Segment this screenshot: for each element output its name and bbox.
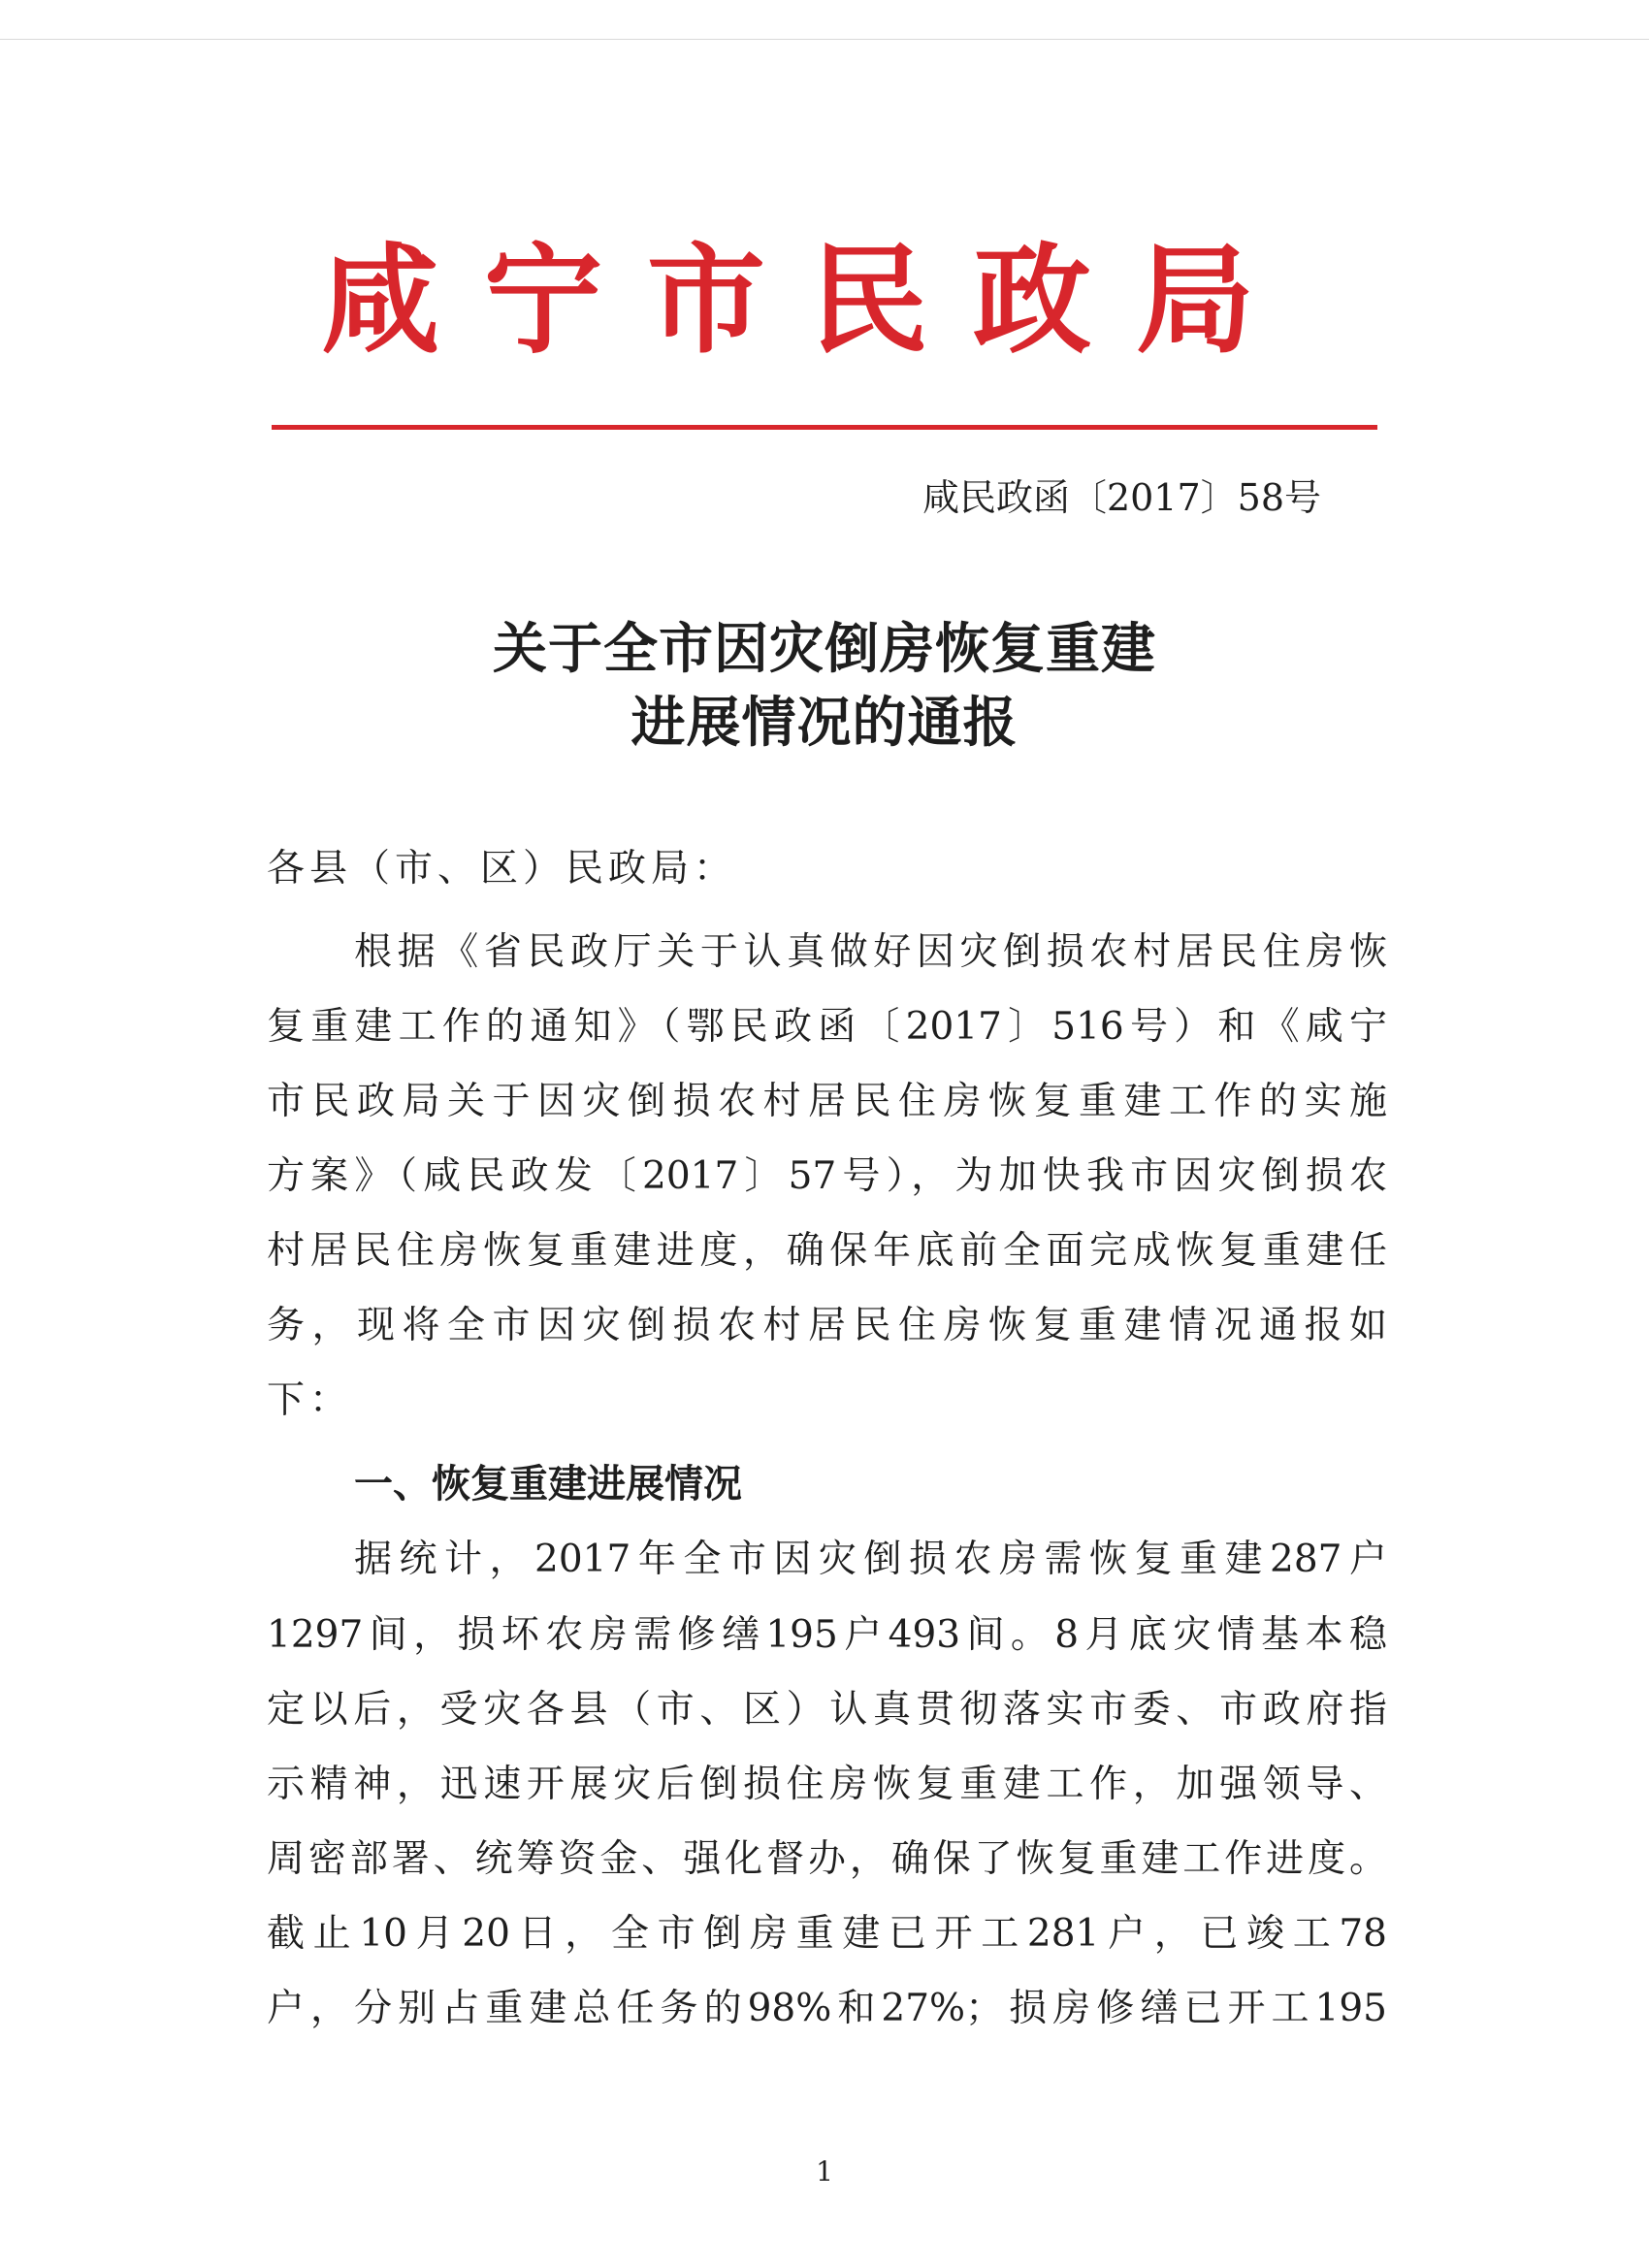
title-line-2: 进展情况的通报	[630, 692, 1018, 755]
section-line: 定以后，受灾各县（市、区）认真贯彻落实市委、市政府指	[267, 1688, 1387, 1732]
intro-line: 市民政局关于因灾倒损农村居民住房恢复重建工作的实施	[267, 1080, 1387, 1123]
page-top-edge	[0, 39, 1649, 40]
intro-line: 务，现将全市因灾倒损农村居民住房恢复重建情况通报如	[267, 1304, 1387, 1347]
intro-line: 方案》（咸民政发〔2017〕57号），为加快我市因灾倒损农	[267, 1154, 1387, 1198]
salutation: 各县（市、区）民政局：	[267, 847, 737, 891]
section-line: 示精神，迅速开展灾后倒损住房恢复重建工作，加强领导、	[267, 1763, 1387, 1806]
document-title	[291, 613, 1358, 761]
section-line: 1297间，损坏农房需修缮195户493间。8月底灾情基本稳	[267, 1613, 1387, 1657]
intro-line: 下：	[267, 1378, 353, 1422]
title-line-1: 关于全市因灾倒房恢复重建	[493, 618, 1156, 681]
intro-line: 村居民住房恢复重建进度，确保年底前全面完成恢复重建任	[267, 1229, 1387, 1273]
section-heading: 一、恢复重建进展情况	[354, 1462, 742, 1507]
section-line: 截止10月20日，全市倒房重建已开工281户，已竣工78	[267, 1912, 1387, 1956]
document-number: 咸民政函〔2017〕58号	[922, 476, 1321, 519]
red-separator-line	[272, 425, 1377, 430]
page-number: 1	[816, 2155, 833, 2187]
section-line: 周密部署、统筹资金、强化督办，确保了恢复重建工作进度。	[267, 1837, 1387, 1881]
intro-line: 根据《省民政厅关于认真做好因灾倒损农村居民住房恢	[354, 930, 1387, 974]
intro-line: 复重建工作的通知》（鄂民政函〔2017〕516号）和《咸宁	[267, 1005, 1387, 1049]
section-line: 据统计，2017年全市因灾倒损农房需恢复重建287户	[354, 1538, 1387, 1581]
section-line: 户，分别占重建总任务的98%和27%；损房修缮已开工195	[267, 1987, 1387, 2030]
issuer-masthead: 咸宁市民政局	[321, 230, 1299, 370]
